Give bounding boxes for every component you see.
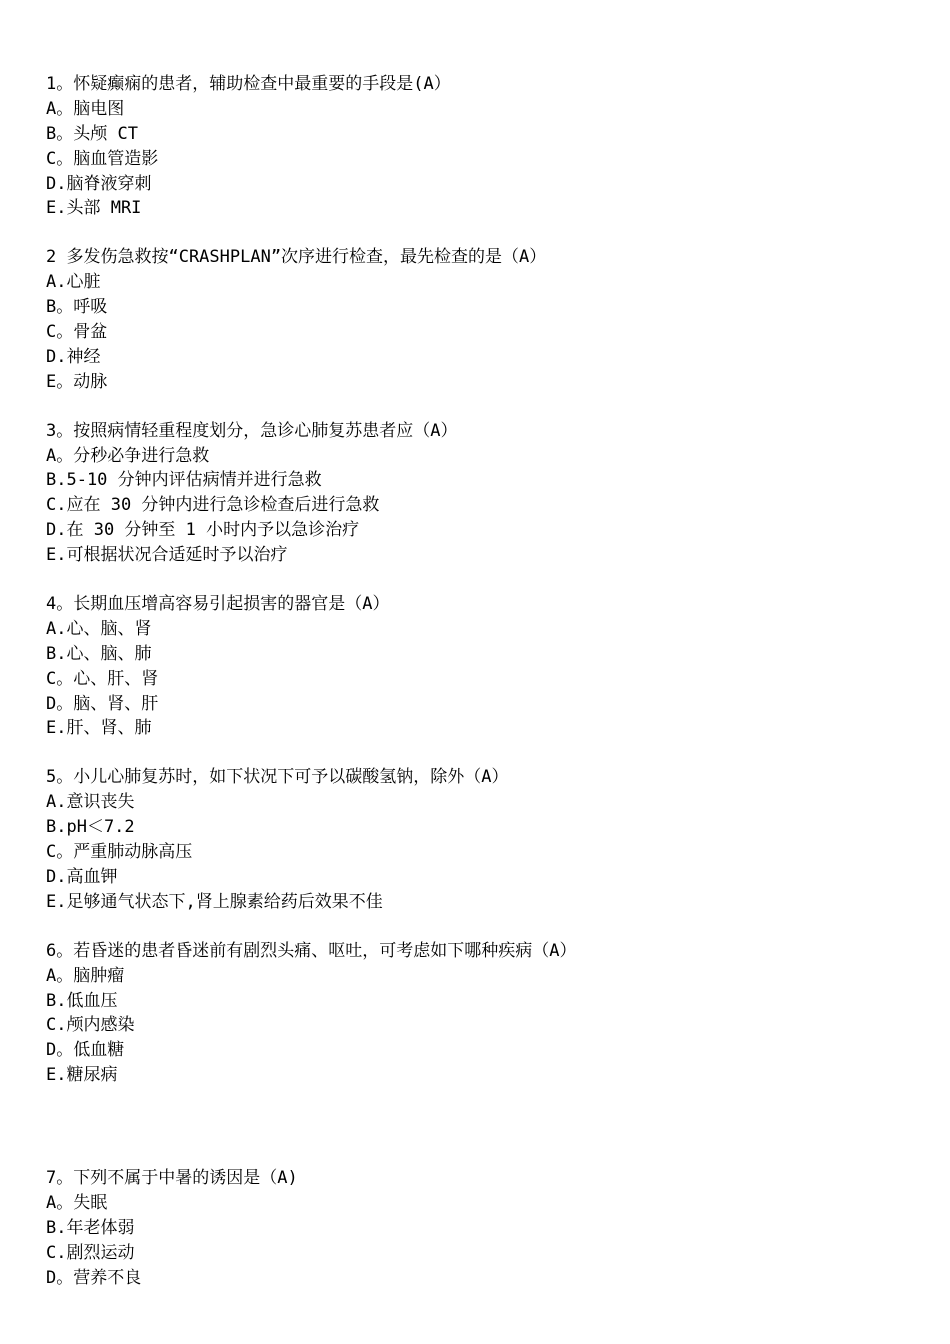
option-a: A。失眠 xyxy=(46,1192,108,1213)
question-stem: 1。怀疑癫痫的患者，辅助检查中最重要的手段是(A） xyxy=(46,74,451,94)
option-c: C.剧烈运动 xyxy=(46,1242,135,1263)
option-e: E.头部 MRI xyxy=(46,198,142,219)
option-a: A。脑电图 xyxy=(46,98,125,119)
option-e: E.糖尿病 xyxy=(46,1065,118,1086)
option-b: B。呼吸 xyxy=(46,297,108,318)
option-e: E.肝、肾、肺 xyxy=(46,718,152,739)
question-stem: 6。若昏迷的患者昏迷前有剧烈头痛、呕吐，可考虑如下哪种疾病（A） xyxy=(46,940,577,961)
document-page xyxy=(46,72,906,1315)
option-b: B.年老体弱 xyxy=(46,1217,135,1238)
option-d: D.高血钾 xyxy=(46,866,118,887)
option-b: B.5-10 分钟内评估病情并进行急救 xyxy=(46,470,322,491)
option-c: C。骨盆 xyxy=(46,322,108,343)
question-6 xyxy=(46,939,906,1088)
option-d: D。营养不良 xyxy=(46,1267,142,1288)
option-e: E.足够通气状态下,肾上腺素给药后效果不佳 xyxy=(46,891,383,912)
option-b: B.pH＜7.2 xyxy=(46,817,135,838)
option-b: B。头颅 CT xyxy=(46,123,138,144)
option-a: A。脑肿瘤 xyxy=(46,965,125,986)
option-d: D。脑、肾、肝 xyxy=(46,693,159,714)
option-c: C.应在 30 分钟内进行急诊检查后进行急救 xyxy=(46,495,380,516)
question-stem: 5。小儿心肺复苏时，如下状况下可予以碳酸氢钠，除外（A） xyxy=(46,767,509,788)
option-d: D.脑脊液穿刺 xyxy=(46,173,152,194)
option-c: C。脑血管造影 xyxy=(46,148,159,169)
question-1 xyxy=(46,72,906,221)
option-d: D.神经 xyxy=(46,346,101,367)
option-c: C。严重肺动脉高压 xyxy=(46,842,193,863)
question-2 xyxy=(46,245,906,394)
option-d: D。低血糖 xyxy=(46,1040,125,1061)
question-stem: 3。按照病情轻重程度划分，急诊心肺复苏患者应（A） xyxy=(46,420,458,441)
question-7 xyxy=(46,1166,906,1290)
option-e: E.可根据状况合适延时予以治疗 xyxy=(46,545,288,566)
option-a: A.意识丧失 xyxy=(46,792,135,813)
option-c: C.颅内感染 xyxy=(46,1015,135,1036)
question-stem: 4。长期血压增高容易引起损害的器官是（A） xyxy=(46,594,390,615)
option-a: A.心脏 xyxy=(46,272,101,293)
option-d: D.在 30 分钟至 1 小时内予以急诊治疗 xyxy=(46,520,360,541)
question-3 xyxy=(46,419,906,568)
question-stem: 7。下列不属于中暑的诱因是（A) xyxy=(46,1168,298,1189)
option-a: A。分秒必争进行急救 xyxy=(46,445,210,466)
option-e: E。动脉 xyxy=(46,371,108,392)
option-c: C。心、肝、肾 xyxy=(46,668,159,689)
question-4 xyxy=(46,592,906,741)
question-5 xyxy=(46,765,906,914)
option-a: A.心、脑、肾 xyxy=(46,618,152,639)
option-b: B.心、脑、肺 xyxy=(46,643,152,664)
question-stem: 2 多发伤急救按“CRASHPLAN”次序进行检查，最先检查的是（A） xyxy=(46,247,547,268)
option-b: B.低血压 xyxy=(46,990,118,1011)
